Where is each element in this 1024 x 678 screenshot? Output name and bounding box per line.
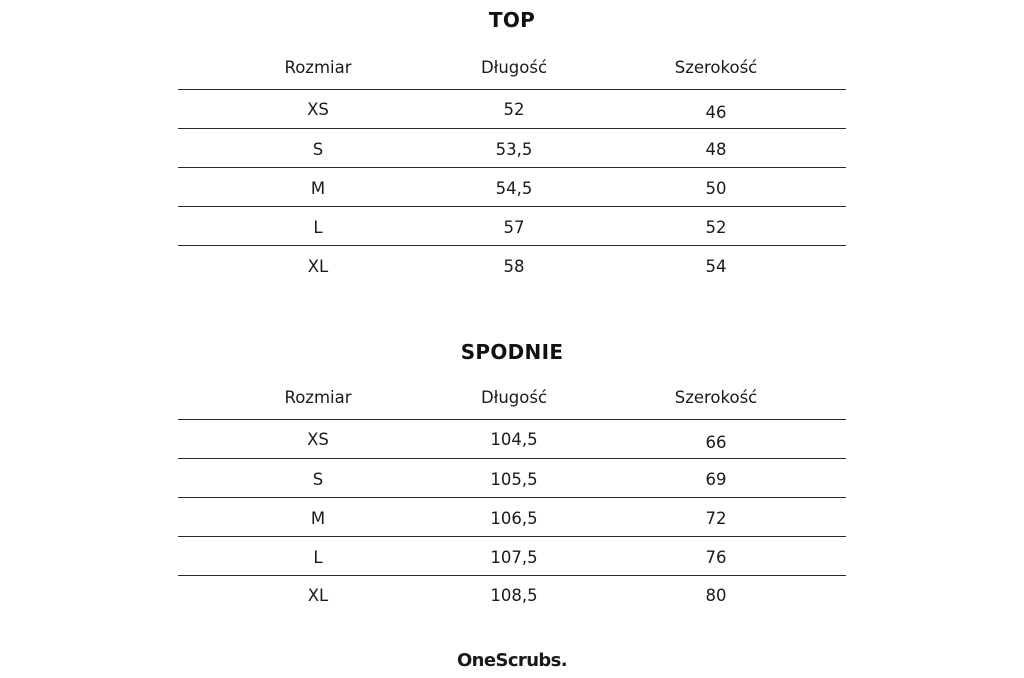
divider: [178, 497, 846, 498]
divider: [178, 128, 846, 129]
top-row-xs-length: 52: [503, 100, 525, 119]
top-row-m-size: M: [310, 179, 326, 198]
top-header-rozmiar: Rozmiar: [284, 58, 352, 77]
top-row-xl-width: 54: [705, 257, 727, 276]
divider: [178, 575, 846, 576]
divider: [178, 167, 846, 168]
spodnie-row-xs-size: XS: [307, 430, 329, 449]
spodnie-row-m-length: 106,5: [490, 509, 538, 528]
top-row-s-size: S: [312, 140, 324, 159]
spodnie-section-title: SPODNIE: [460, 340, 564, 364]
top-row-xs-size: XS: [307, 100, 329, 119]
spodnie-row-xl-width: 80: [705, 586, 727, 605]
divider: [178, 536, 846, 537]
spodnie-header-rozmiar: Rozmiar: [284, 388, 352, 407]
divider: [178, 458, 846, 459]
top-header-szerokosc: Szerokość: [674, 58, 758, 77]
divider: [178, 419, 846, 420]
top-row-xl-size: XL: [307, 257, 329, 276]
spodnie-row-s-size: S: [312, 470, 324, 489]
spodnie-row-l-size: L: [313, 548, 323, 567]
top-section-title: TOP: [488, 8, 536, 32]
spodnie-row-m-size: M: [310, 509, 326, 528]
top-row-m-width: 50: [705, 179, 727, 198]
top-row-s-length: 53,5: [495, 140, 533, 159]
top-row-l-width: 52: [705, 218, 727, 237]
spodnie-row-s-length: 105,5: [490, 470, 538, 489]
top-row-s-width: 48: [705, 140, 727, 159]
spodnie-header-dlugosc: Długość: [480, 388, 548, 407]
spodnie-row-l-width: 76: [705, 548, 727, 567]
brand-logo: OneScrubs.: [456, 650, 568, 671]
top-header-dlugosc: Długość: [480, 58, 548, 77]
spodnie-row-xl-length: 108,5: [490, 586, 538, 605]
divider: [178, 245, 846, 246]
spodnie-row-xs-length: 104,5: [490, 430, 538, 449]
divider: [178, 206, 846, 207]
spodnie-row-xl-size: XL: [307, 586, 329, 605]
top-row-xs-width: 46: [705, 103, 727, 122]
top-row-l-size: L: [313, 218, 323, 237]
top-row-xl-length: 58: [503, 257, 525, 276]
spodnie-row-s-width: 69: [705, 470, 727, 489]
divider: [178, 89, 846, 90]
spodnie-header-szerokosc: Szerokość: [674, 388, 758, 407]
spodnie-row-l-length: 107,5: [490, 548, 538, 567]
spodnie-row-xs-width: 66: [705, 433, 727, 452]
spodnie-row-m-width: 72: [705, 509, 727, 528]
top-row-l-length: 57: [503, 218, 525, 237]
top-row-m-length: 54,5: [495, 179, 533, 198]
